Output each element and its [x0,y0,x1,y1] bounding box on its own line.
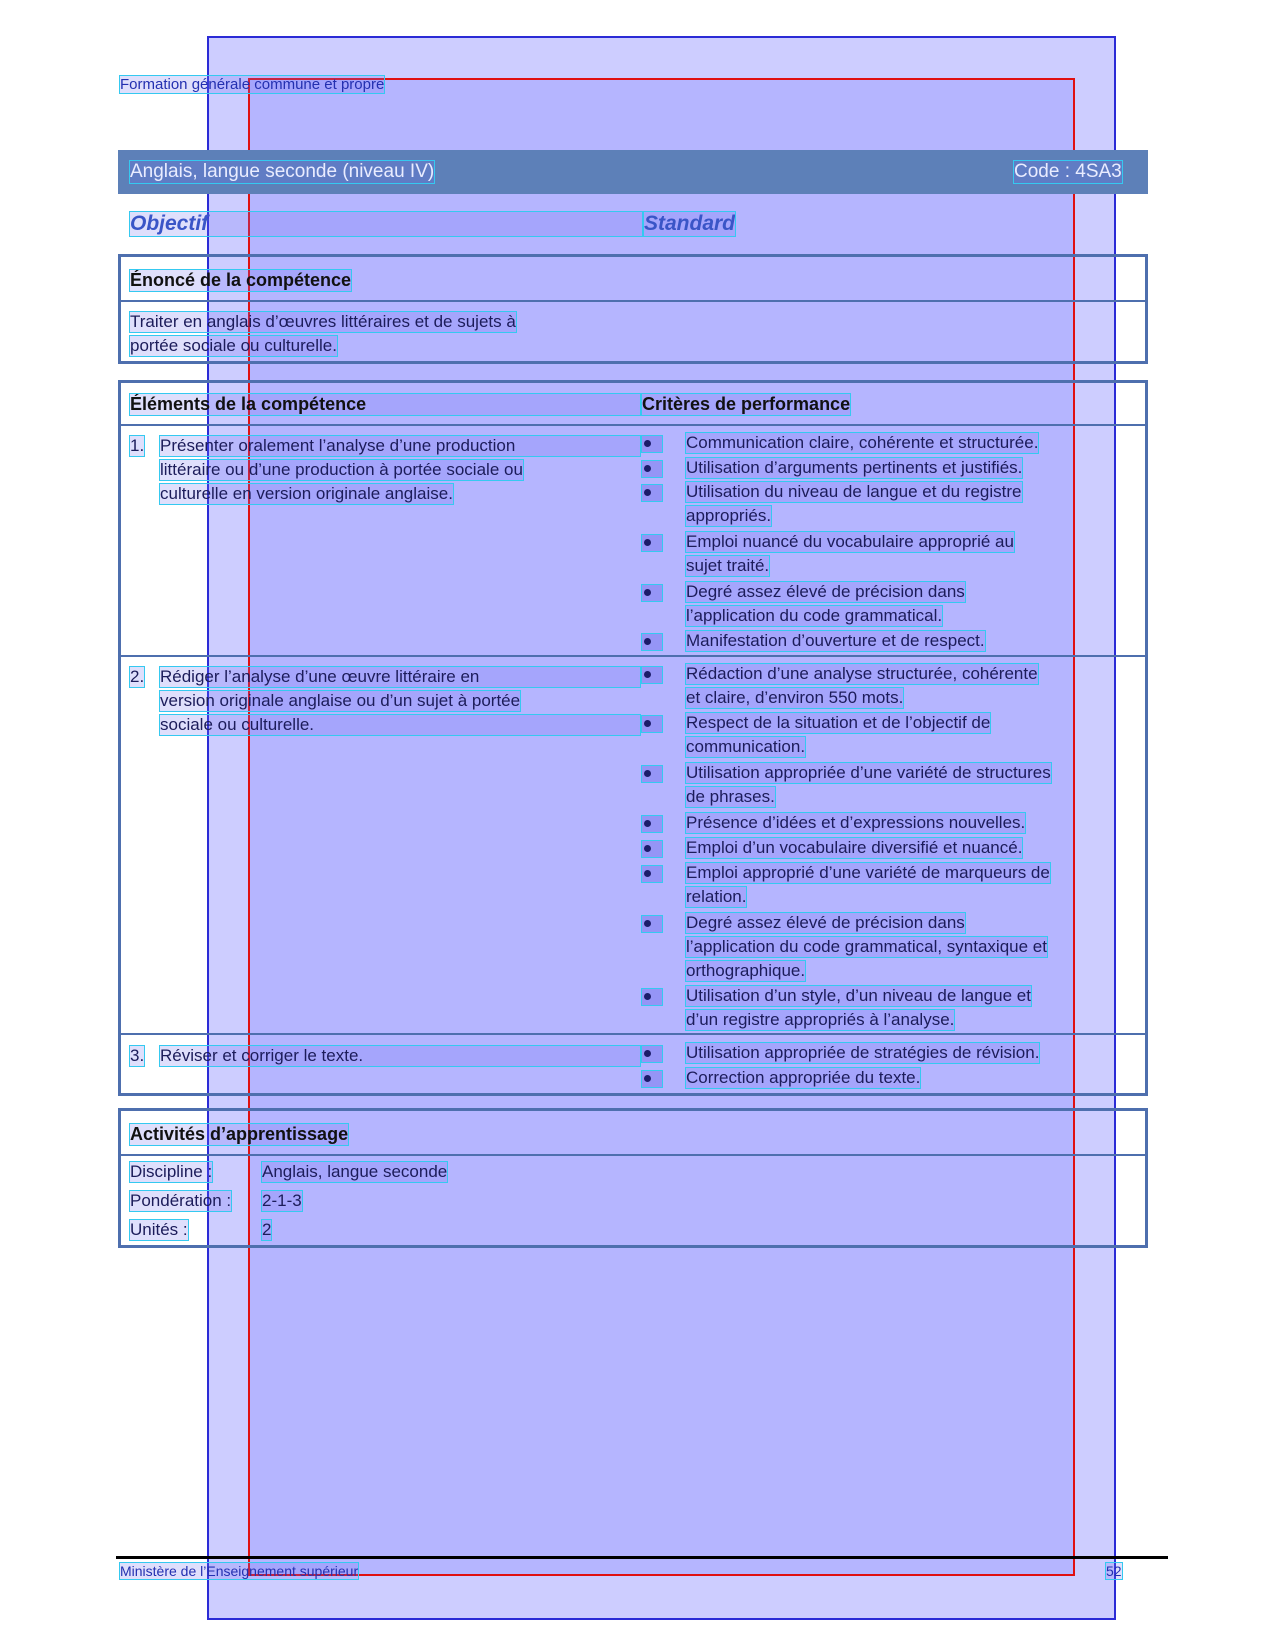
criterion-text: d’un registre appropriés à l’analyse. [686,1010,955,1029]
criterion-bullet [642,535,662,551]
criterion-text: Manifestation d’ouverture et de respect. [686,631,985,650]
criterion-text: sujet traité. [686,556,770,575]
criterion-bullet [642,866,662,882]
criterion-text: et claire, d’environ 550 mots. [686,688,904,707]
criterion-bullet [642,436,662,452]
element-line: culturelle en version originale anglaise. [160,484,453,503]
criterion-bullet [642,841,662,857]
row-divider [118,655,1148,657]
criterion-text: Utilisation d’un style, d’un niveau de langue et [686,986,1031,1005]
ponderation-label: Pondération : [130,1191,232,1210]
row-divider [118,1033,1148,1035]
criterion-text: orthographique. [686,961,806,980]
criterion-text: Utilisation du niveau de langue et du registre [686,482,1022,501]
enonce-line: Traiter en anglais d’œuvres littéraires et de sujets à [130,312,516,331]
element-number: 2. [130,667,145,686]
objectif-heading: Objectif [130,212,642,236]
criterion-bullet [642,461,662,477]
criterion-text: Degré assez élevé de précision dans [686,913,965,932]
criterion-text: l’application du code grammatical, syntaxique et [686,937,1047,956]
criterion-bullet [642,766,662,782]
criterion-text: Utilisation d’arguments pertinents et justifiés. [686,458,1023,477]
element-line: sociale ou culturelle. [160,715,640,735]
criterion-bullet [642,1071,662,1087]
element-line: version originale anglaise ou d’un sujet à portée [160,691,521,710]
element-line: Présenter oralement l’analyse d’une production [160,436,640,456]
unites-label: Unités : [130,1220,188,1239]
running-header: Formation générale commune et propre [120,76,385,93]
criterion-bullet [642,1046,662,1062]
discipline-label: Discipline : [130,1162,213,1181]
enonce-line: portée sociale ou culturelle. [130,336,337,355]
criterion-text: relation. [686,887,747,906]
unites-value: 2 [262,1220,272,1239]
criterion-text: Emploi d’un vocabulaire diversifié et nuancé. [686,838,1023,857]
criterion-text: Respect de la situation et de l’objectif de [686,713,991,732]
course-code: Code : 4SA3 [1014,161,1122,182]
element-line: Réviser et corriger le texte. [160,1046,640,1066]
criterion-bullet [642,716,662,732]
activites-divider [118,1154,1148,1156]
footer-ministry: Ministère de l’Enseignement supérieur [120,1563,359,1579]
enonce-divider [118,300,1148,302]
element-line: littéraire ou d’une production à portée sociale ou [160,460,523,479]
enonce-title: Énoncé de la compétence [130,270,352,290]
criterion-bullet [642,667,662,683]
course-title: Anglais, langue seconde (niveau IV) [130,161,435,182]
criterion-text: Emploi nuancé du vocabulaire approprié au [686,532,1014,551]
page-number: 52 [1106,1563,1122,1579]
criterion-text: Rédaction d’une analyse structurée, cohérente [686,664,1038,683]
standard-heading: Standard [644,212,736,235]
criterion-text: Emploi approprié d’une variété de marqueurs de [686,863,1050,882]
criterion-text: communication. [686,737,806,756]
ponderation-value: 2-1-3 [262,1191,302,1210]
criteria-column-title: Critères de performance [642,394,851,414]
footer-rule [116,1556,1168,1559]
discipline-value: Anglais, langue seconde [262,1162,448,1181]
criterion-text: de phrases. [686,787,775,806]
criterion-bullet [642,585,662,601]
criterion-text: appropriés. [686,506,772,525]
criterion-text: l’application du code grammatical. [686,606,943,625]
criterion-text: Degré assez élevé de précision dans [686,582,965,601]
criterion-text: Communication claire, cohérente et structurée. [686,433,1039,452]
criterion-bullet [642,989,662,1005]
activites-title: Activités d’apprentissage [130,1124,349,1144]
criterion-text: Présence d’idées et d’expressions nouvelles. [686,813,1026,832]
criterion-text: Utilisation appropriée de stratégies de révision. [686,1043,1040,1062]
element-number: 3. [130,1046,145,1065]
criterion-bullet [642,916,662,932]
element-line: Rédiger l’analyse d’une œuvre littéraire en [160,667,640,687]
elements-header-divider [118,424,1148,426]
elements-column-title: Éléments de la compétence [130,394,640,415]
criterion-text: Correction appropriée du texte. [686,1068,921,1087]
criterion-bullet [642,634,662,650]
element-number: 1. [130,436,145,455]
criterion-text: Utilisation appropriée d’une variété de structures [686,763,1051,782]
criterion-bullet [642,816,662,832]
criterion-bullet [642,485,662,501]
